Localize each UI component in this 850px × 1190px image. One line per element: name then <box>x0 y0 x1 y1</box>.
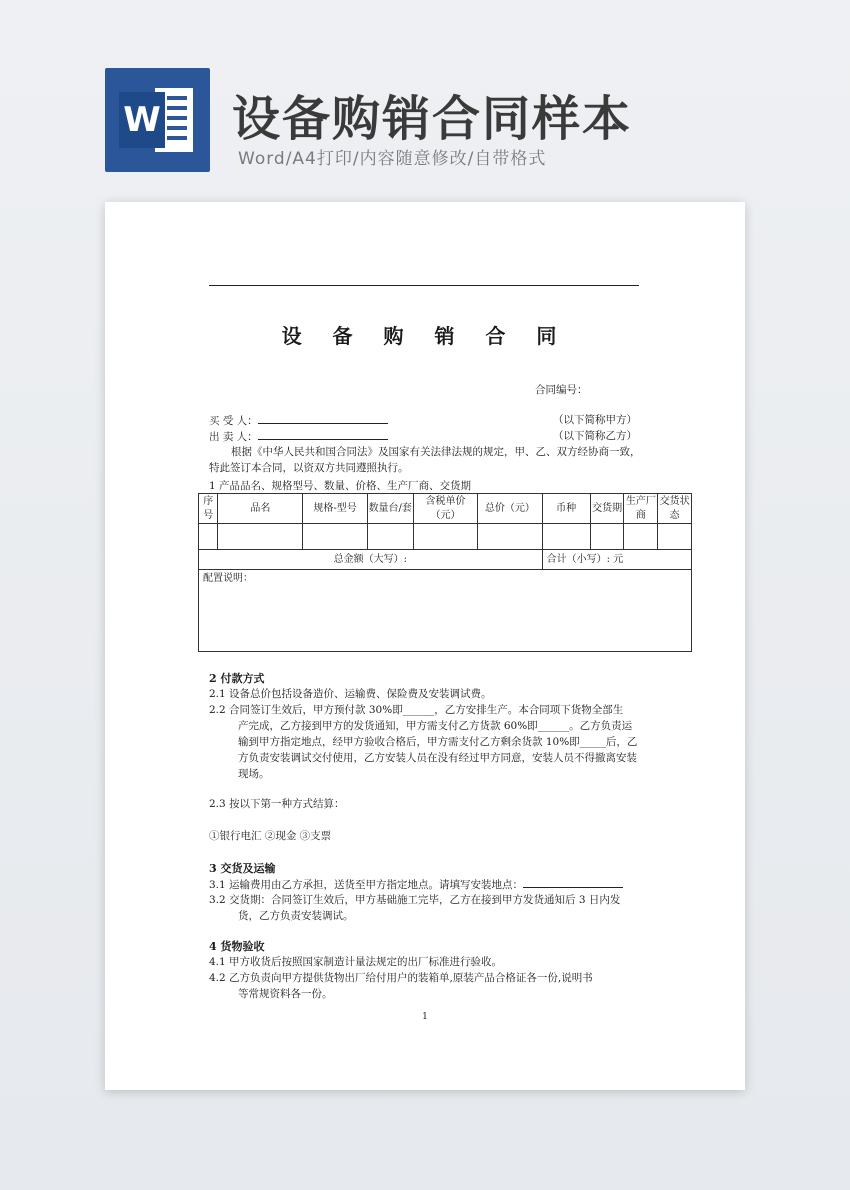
config-row <box>199 570 692 652</box>
table-row <box>199 524 692 550</box>
section-2-title: 2 付款方式 <box>209 672 265 685</box>
th-unit-price: 含税单价（元） <box>413 494 477 524</box>
th-currency: 币种 <box>542 494 590 524</box>
seller-label: 出 卖 人： <box>209 431 258 443</box>
th-manufacturer: 生产厂商 <box>624 494 658 524</box>
header-rule <box>209 285 639 286</box>
clause-2-2-line-1: 2.2 合同签订生效后，甲方预付款 30%即______，乙方安排生产。本合同项下货物全部生 <box>209 704 624 716</box>
clause-2-2-line-5: 现场。 <box>238 768 270 780</box>
payment-options: ①银行电汇 ②现金 ③支票 <box>209 830 332 842</box>
page-number: 1 <box>422 1012 428 1022</box>
total-row <box>199 550 692 570</box>
seller-note: （以下简称乙方） <box>553 430 637 442</box>
banner-subtitle: Word/A4打印/内容随意修改/自带格式 <box>238 149 547 169</box>
table-cell[interactable] <box>658 524 692 550</box>
section-3-title: 3 交货及运输 <box>209 862 276 875</box>
table-cell[interactable] <box>218 524 303 550</box>
total-amount-upper: 总金额（大写）: <box>199 550 543 570</box>
section-4-title: 4 货物验收 <box>209 940 265 953</box>
buyer-label: 买 受 人： <box>209 415 258 427</box>
th-quantity: 数量台/套 <box>367 494 413 524</box>
clause-2-1: 2.1 设备总价包括设备造价、运输费、保险费及安装调试费。 <box>209 688 492 700</box>
total-amount-lower: 合计（小写）: 元 <box>542 550 691 570</box>
clause-3-2-line-2: 货，乙方负责安装调试。 <box>238 910 354 922</box>
clause-2-2-line-2: 产完成，乙方接到甲方的发货通知，甲方需支付乙方货款 60%即______。乙方负责运 <box>238 720 633 732</box>
clause-4-2-line-1: 4.2 乙方负责向甲方提供货物出厂给付用户的装箱单,原装产品合格证各一份,说明书 <box>209 972 593 984</box>
th-index: 序号 <box>199 494 218 524</box>
clause-4-2-line-2: 等常规资料各一份。 <box>238 988 333 1000</box>
table-cell[interactable] <box>542 524 590 550</box>
clause-3-2-line-1: 3.2 交货期：合同签订生效后，甲方基础施工完毕，乙方在接到甲方发货通知后 3 日内发 <box>209 894 621 906</box>
th-delivery-period: 交货期 <box>590 494 624 524</box>
config-note: 配置说明： <box>199 570 692 652</box>
table-header-row <box>199 494 692 524</box>
intro-line-1: 根据《中华人民共和国合同法》及国家有关法律法规的规定，甲、乙、双方经协商一致， <box>231 446 641 458</box>
table-cell[interactable] <box>199 524 218 550</box>
document-title: 设 备 购 销 合 同 <box>281 324 569 348</box>
buyer-blank[interactable] <box>258 412 388 424</box>
clause-2-2-line-4: 方负责安装调试交付使用，乙方安装人员在没有经过甲方同意，安装人员不得撤离安装 <box>238 752 637 764</box>
clause-2-2-line-3: 输到甲方指定地点，经甲方验收合格后，甲方需支付乙方剩余货款 10%即_____后，乙 <box>238 736 638 748</box>
table-cell[interactable] <box>478 524 542 550</box>
buyer-note: （以下简称甲方） <box>553 414 637 426</box>
table-cell[interactable] <box>624 524 658 550</box>
seller-blank[interactable] <box>258 428 388 440</box>
word-logo-icon <box>105 68 210 172</box>
contract-number-label: 合同编号： <box>535 384 588 396</box>
word-w-badge: W <box>119 92 165 148</box>
th-model: 规格-型号 <box>303 494 367 524</box>
table-cell[interactable] <box>303 524 367 550</box>
section-1-title: 1 产品品名、规格型号、数量、价格、生产厂商、交货期 <box>209 480 472 492</box>
table-cell[interactable] <box>590 524 624 550</box>
th-total-price: 总价（元） <box>478 494 542 524</box>
intro-line-2: 特此签订本合同，以资双方共同遵照执行。 <box>209 462 409 474</box>
clause-2-3: 2.3 按以下第一种方式结算： <box>209 798 345 810</box>
seller-row <box>209 428 388 445</box>
clause-4-1: 4.1 甲方收货后按照国家制造计量法规定的出厂标准进行验收。 <box>209 956 503 968</box>
th-product: 品名 <box>218 494 303 524</box>
buyer-row <box>209 412 388 429</box>
goods-table <box>198 493 692 652</box>
table-cell[interactable] <box>413 524 477 550</box>
banner-title: 设备购销合同样本 <box>232 91 633 147</box>
th-delivery-status: 交货状态 <box>658 494 692 524</box>
install-location-blank[interactable] <box>523 876 623 888</box>
document-page <box>105 202 745 1090</box>
clause-3-1 <box>209 876 623 893</box>
table-cell[interactable] <box>367 524 413 550</box>
clause-3-1-text: 3.1 运输费用由乙方承担，送货至甲方指定地点。请填写安装地点： <box>209 879 524 891</box>
